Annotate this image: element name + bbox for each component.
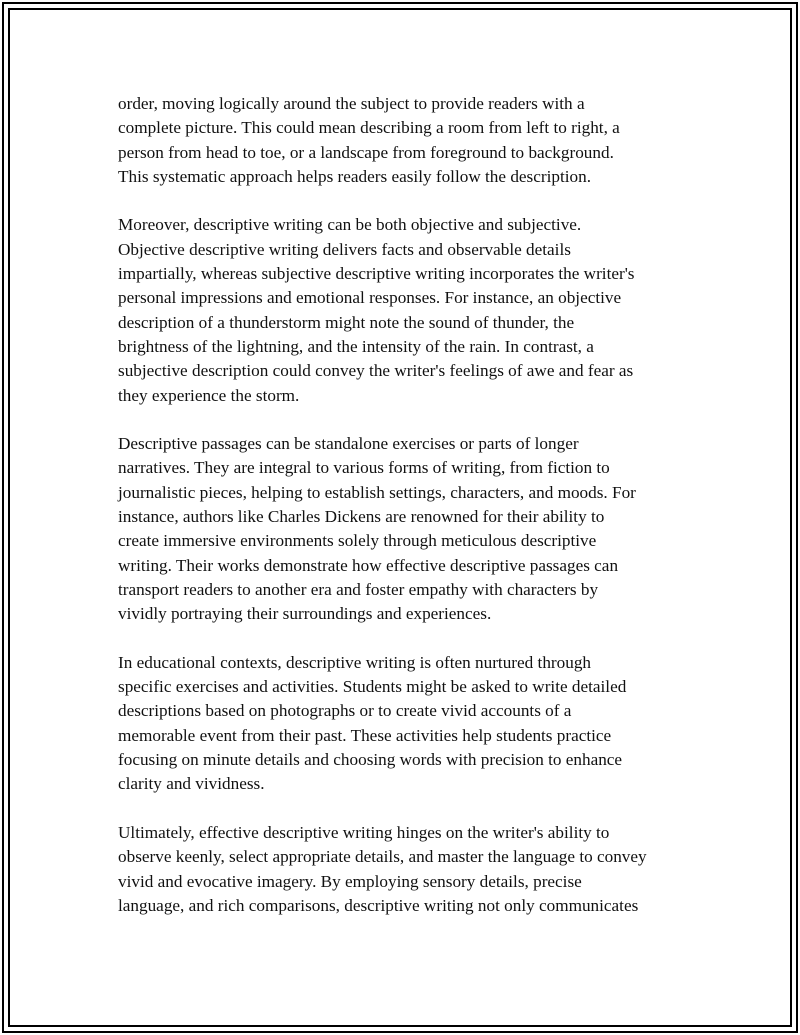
paragraph-5 (118, 821, 698, 918)
paragraph-line: writing. Their works demonstrate how effective descriptive passages can (118, 555, 619, 575)
paragraph-line: brightness of the lightning, and the intensity of the rain. In contrast, a (118, 336, 594, 356)
paragraph-line: personal impressions and emotional responses. For instance, an objective (118, 288, 622, 308)
paragraph-line: transport readers to another era and foster empathy with characters by (118, 579, 599, 599)
paragraph-line: Moreover, descriptive writing can be both objective and subjective. (118, 215, 582, 235)
paragraph-line: Objective descriptive writing delivers facts and observable details (118, 239, 571, 259)
paragraph-line: impartially, whereas subjective descriptive writing incorporates the writer's (118, 264, 635, 284)
paragraph-line: vividly portraying their surroundings and experiences. (118, 604, 492, 624)
paragraph-line: instance, authors like Charles Dickens are renowned for their ability to (118, 507, 605, 527)
paragraph-3 (118, 432, 698, 626)
paragraph-line: descriptions based on photographs or to create vivid accounts of a (118, 701, 572, 721)
paragraph-line: This systematic approach helps readers easily follow the description. (118, 166, 591, 186)
paragraph-2 (118, 213, 698, 407)
paragraph-line: Ultimately, effective descriptive writing hinges on the writer's ability to (118, 822, 610, 842)
paragraph-line: specific exercises and activities. Students might be asked to write detailed (118, 677, 627, 697)
paragraph-line: person from head to toe, or a landscape from foreground to background. (118, 142, 614, 162)
paragraph-line: description of a thunderstorm might note the sound of thunder, the (118, 312, 575, 332)
document-body (118, 92, 698, 918)
paragraph-line: subjective description could convey the writer's feelings of awe and fear as (118, 361, 634, 381)
paragraph-line: observe keenly, select appropriate details, and master the language to convey (118, 847, 647, 867)
paragraph-1 (118, 92, 698, 189)
paragraph-line: complete picture. This could mean describing a room from left to right, a (118, 118, 620, 138)
paragraph-4 (118, 651, 698, 797)
paragraph-line: memorable event from their past. These activities help students practice (118, 725, 612, 745)
paragraph-line: they experience the storm. (118, 385, 300, 405)
paragraph-line: journalistic pieces, helping to establish settings, characters, and moods. For (118, 482, 636, 502)
paragraph-line: focusing on minute details and choosing words with precision to enhance (118, 750, 623, 770)
paragraph-line: language, and rich comparisons, descriptive writing not only communicates (118, 895, 639, 915)
paragraph-line: vivid and evocative imagery. By employing sensory details, precise (118, 871, 582, 891)
paragraph-line: order, moving logically around the subject to provide readers with a (118, 94, 585, 113)
paragraph-line: clarity and vividness. (118, 774, 265, 794)
paragraph-line: Descriptive passages can be standalone exercises or parts of longer (118, 434, 579, 454)
paragraph-line: narratives. They are integral to various forms of writing, from fiction to (118, 458, 610, 478)
paragraph-line: In educational contexts, descriptive writing is often nurtured through (118, 652, 592, 672)
paragraph-line: create immersive environments solely through meticulous descriptive (118, 531, 597, 551)
